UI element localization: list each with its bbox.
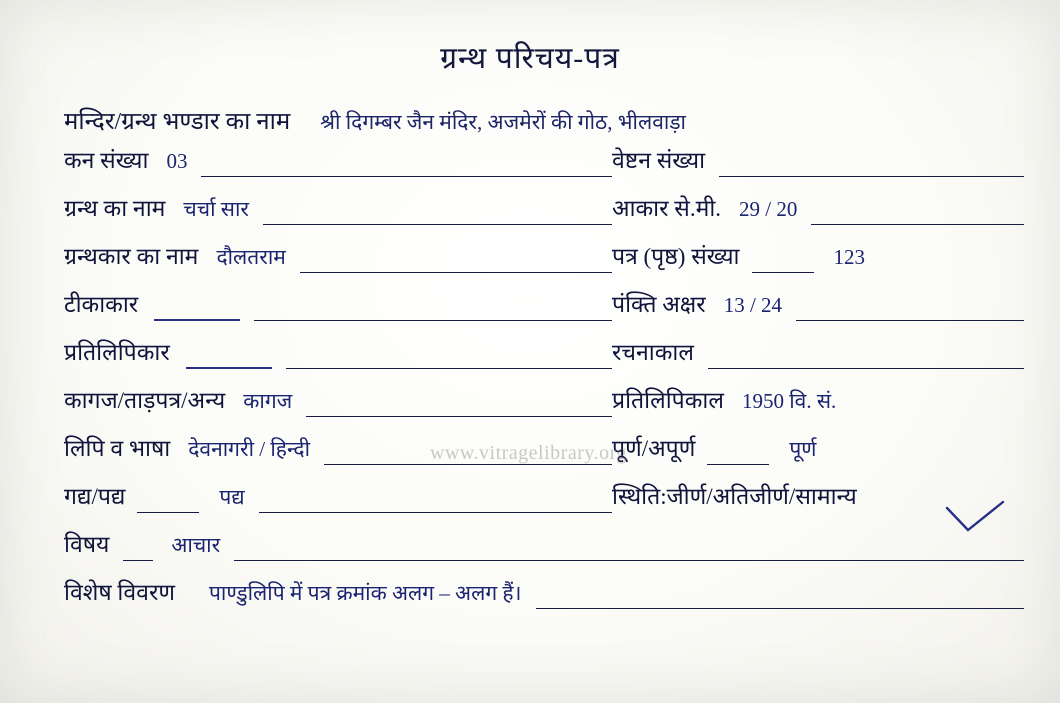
field-label: विशेष विवरण	[64, 580, 175, 605]
field-sthiti	[612, 484, 1024, 536]
field-value: पूर्ण	[789, 437, 817, 461]
field-label: वेष्टन संख्या	[612, 148, 706, 173]
field-label: पत्र (पृष्ठ) संख्या	[612, 244, 740, 269]
field-rule	[811, 224, 1024, 225]
table-row	[64, 148, 1024, 200]
field-label: पंक्ति अक्षर	[612, 292, 706, 317]
field-rule	[201, 176, 612, 177]
field-label: कन संख्या	[64, 148, 149, 173]
check-mark-icon	[944, 500, 1006, 534]
field-value: 29 / 20	[739, 197, 798, 221]
field-rule	[286, 368, 612, 369]
field-rule	[708, 368, 1024, 369]
field-value: देवनागरी / हिन्दी	[188, 437, 311, 461]
field-gadya-padya	[64, 484, 612, 536]
field-label: प्रतिलिपिकाल	[612, 388, 724, 413]
field-rule	[137, 512, 199, 513]
field-rule	[719, 176, 1024, 177]
table-row	[64, 244, 1024, 296]
field-label: गद्य/पद्य	[64, 484, 126, 509]
field-value: 03	[166, 149, 188, 173]
field-rule	[254, 320, 612, 321]
field-label: रचनाकाल	[612, 340, 694, 365]
fields-grid	[64, 148, 1024, 632]
field-value: 1950 वि. सं.	[741, 389, 837, 413]
field-value: दौलतराम	[216, 245, 286, 269]
field-label: पूर्ण/अपूर्ण	[612, 436, 696, 461]
temple-name-value: श्री दिगम्बर जैन मंदिर, अजमेरों की गोठ, भीलवाड़ा	[320, 110, 686, 134]
field-value: पद्य	[219, 485, 245, 509]
field-rule	[263, 224, 612, 225]
table-row	[64, 196, 1024, 248]
field-rule	[259, 512, 612, 513]
field-rule	[300, 272, 612, 273]
field-mark-underline	[154, 319, 240, 321]
field-granthkar-ka-naam	[64, 244, 612, 296]
page-title: ग्रन्थ परिचय-पत्र	[440, 42, 620, 75]
table-row	[64, 484, 1024, 536]
table-row	[64, 292, 1024, 344]
field-rule	[306, 416, 612, 417]
field-vishesh-vivaran	[64, 580, 1024, 632]
field-label: ग्रन्थ का नाम	[64, 196, 166, 221]
field-label: टीकाकार	[64, 292, 139, 317]
field-value: आचार	[171, 533, 221, 557]
temple-name-label: मन्दिर/ग्रन्थ भण्डार का नाम	[64, 109, 291, 135]
field-label: कागज/ताड़पत्र/अन्य	[64, 388, 226, 413]
field-mark-underline	[186, 367, 272, 369]
field-rule	[536, 608, 1024, 609]
field-value: चर्चा सार	[183, 197, 250, 221]
field-rule	[796, 320, 1024, 321]
table-row	[64, 388, 1024, 440]
field-rule	[752, 272, 814, 273]
field-rule	[123, 560, 153, 561]
field-value: 13 / 24	[723, 293, 783, 317]
watermark-text: www.vitragelibrary.org	[430, 442, 627, 464]
field-rule	[707, 464, 769, 465]
field-label: प्रतिलिपिकार	[64, 340, 170, 365]
field-rule	[234, 560, 1024, 561]
table-row	[64, 580, 1024, 632]
temple-name-row	[64, 104, 1024, 137]
field-label: विषय	[64, 532, 110, 557]
field-label: स्थिति:जीर्ण/अतिजीर्ण/सामान्य	[612, 484, 857, 509]
field-vishay	[64, 532, 1024, 584]
table-row	[64, 532, 1024, 584]
field-label: आकार से.मी.	[612, 196, 722, 221]
field-value: पाण्डुलिपि में पत्र क्रमांक अलग – अलग हैं।	[209, 581, 522, 605]
field-value: 123	[833, 245, 865, 269]
field-label: ग्रन्थकार का नाम	[64, 244, 199, 269]
field-label: लिपि व भाषा	[64, 436, 171, 461]
field-value: कागज	[243, 389, 293, 413]
